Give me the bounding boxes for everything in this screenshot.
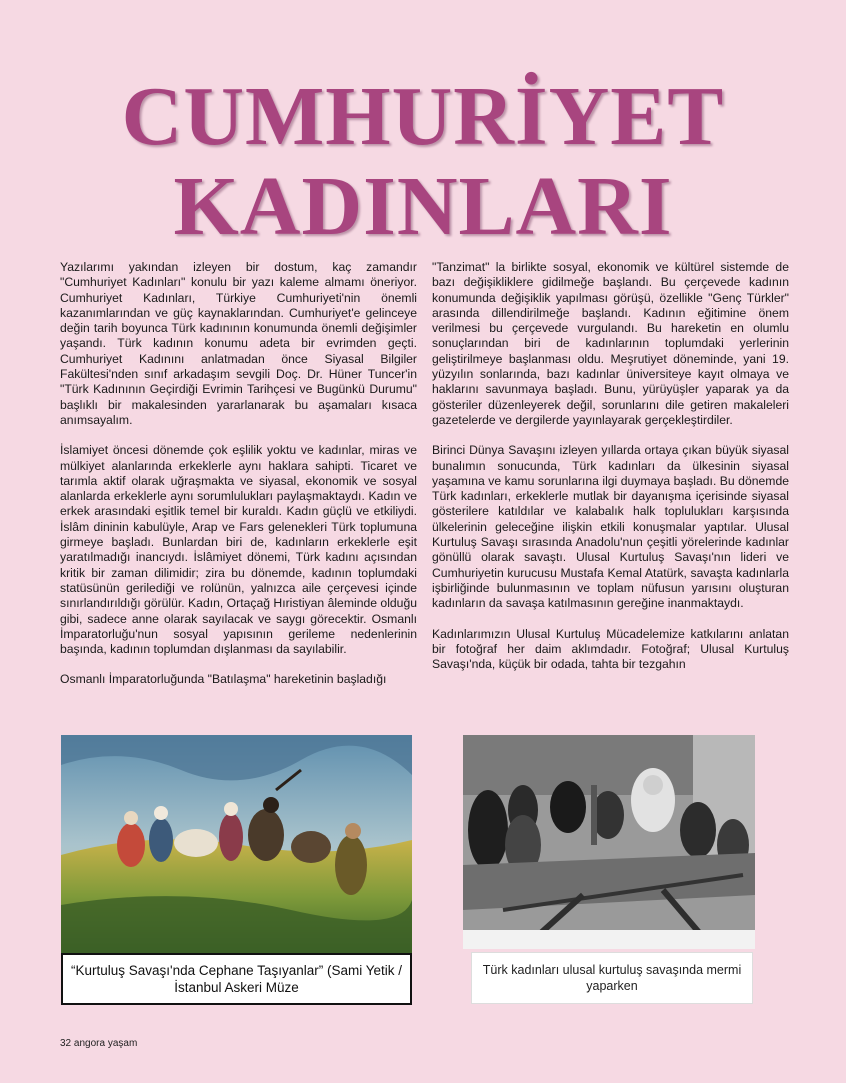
painting-caption-text: “Kurtuluş Savaşı'nda Cephane Taşıyanlar” (Sami Yetik / İstanbul Askeri Müze — [70, 963, 402, 995]
photo-women-making-bullets — [463, 735, 755, 949]
photo-caption-text: Türk kadınları ulusal kurtuluş savaşında mermi yaparken — [482, 963, 742, 993]
photo-image — [463, 735, 755, 949]
magazine-name: angora yaşam — [73, 1038, 138, 1049]
left-column — [60, 260, 417, 703]
paragraph: İslamiyet öncesi dönemde çok eşlilik yoktu ve kadınlar, miras ve mülkiyet alanlarında erkeklerle aynı haklara sahipti. Ticaret ve tarımla aktif olarak uğraşmakta ve siyasal, ekonomik ve sosyal alanlarda erkeklerle aynı sorumlulukları paylaşmaktaydı. Kadın ve erkek arasındaki eşitlik temel bir kuraldı. Kadın güçlü ve etkiliydi. İslâm dininin kabulüyle, Arap ve Fars gelenekleri Türk toplumuna girmeye başladı. Bunlardan biri de, kadınların erkeklerle eşit yaratılmadığı inancıydı. İslâmiyet dönemi, Türk kadını açısından kritik bir zaman dilimidir; zira bu dönemde, kadının toplumdaki statüsünün gerilediği ve rolünün, yalnızca aile çerçevesi içinde sınırlandırıldığı görülür. Kadın, Ortaçağ Hıristiyan âleminde olduğu gibi, sadece anne olarak sayılacak ve saygı görecektir. Osmanlı İmparatorluğu'nun sosyal yapısının gerileme nedenlerinin başında, kadının toplumdan dışlanması da sayılabilir. — [60, 443, 418, 657]
painting-ammunition-carriers — [61, 735, 412, 953]
paragraph: Kadınlarımızın Ulusal Kurtuluş Mücadelemize katkılarını anlatan bir fotoğraf her daim aklımdadır. Fotoğraf; Ulusal Kurtuluş Savaşı'nda, küçük bir odada, tahta bir tezgahın — [432, 626, 789, 672]
painting-caption — [61, 953, 412, 1005]
photo-caption — [471, 952, 753, 1004]
title-line-1: CUMHURİYET — [121, 70, 725, 163]
page-footer — [60, 1038, 137, 1049]
painting-image — [61, 735, 412, 953]
paragraph: "Tanzimat" la birlikte sosyal, ekonomik ve kültürel sistemde de bazı değişikliklere gidilmeğe başlandı. Bu çerçevede kadının konumunda değişiklik yapılması görüşü, özellikle "Genç Türkler" arasında dillendirilmeğe başlandı. Kadının eğitimine önem verilmesi bu çerçevede vurgulandı. Bu hareketin en olumlu sonuçlarından biri de kadınlarının toplumdaki yerlerinin geliştirilmeye başlanması oldu. Meşrutiyet döneminde, yani 19. yüzyılın sonlarında, bazı kadınlar üniversiteye kayıt olmaya ve haklarını savunmaya başladı. Bunu, yürüyüşler yaparak ya da gösteriler düzenleyerek değil, sorunlarını dile getiren makaleleri gazetelerde ve dergilerde yayınlayarak gerçekleştirdiler. — [432, 260, 789, 427]
paragraph: Osmanlı İmparatorluğunda "Batılaşma" hareketinin başladığı — [60, 672, 387, 687]
paragraph: Yazılarımı yakından izleyen bir dostum, kaç zamandır "Cumhuriyet Kadınları" konulu bir yazı kaleme almamı öneriyor. Cumhuriyet Kadınları, Türkiye Cumhuriyeti'nin önemli kazanımlarından ve güç kaynaklarından. Cumhuriyet'e gelinceye değin tarih boyunca Türk kadınının konumunda önemli değişimler yaşandı. Türk kadının konumu adeta bir evrimden geçti. Cumhuriyet Kadınını anlatmadan önce Siyasal Bilgiler Fakültesi'nden sınıf arkadaşım sevgili Doç. Dr. Hüner Tuncer'in "Türk Kadınının Geçirdiği Evrimin Tarihçesi ve Bugünkü Durumu" başlıklı bir makalesinden yararlanarak bu aşamaları kısaca anımsayalım. — [60, 260, 417, 427]
title-line-2: KADINLARI — [173, 160, 673, 253]
right-column — [432, 260, 789, 687]
paragraph: Birinci Dünya Savaşını izleyen yıllarda ortaya çıkan büyük siyasal bunalımın sonucunda, Türk kadınları da ülkesinin siyasal yaşamına ve kamu sorunlarına ilgi duymaya başladı. Bu dönemde Türk kadınları, erkeklerle mutlak bir dayanışma içerisinde siyasal gösterilere katıldılar ve kalabalık halk toplulukları karşısında ülkelerinin geleceğine ilişkin etkili konuşmalar yaptılar. Ulusal Kurtuluş Savaşı sırasında Anadolu'nun çeşitli yörelerinde kadınlar gönüllü olarak savaştı. Ulusal Kurtuluş Savaşı'nın lideri ve Cumhuriyetin kurucusu Mustafa Kemal Atatürk, savaşta kadınlarla işbirliğinde bulunmasının ve toplam nüfusun yarısını oluşturan kadınların da savaşa katılmasının gereğine inanmaktaydı. — [432, 443, 789, 611]
page-number: 32 — [60, 1038, 72, 1049]
